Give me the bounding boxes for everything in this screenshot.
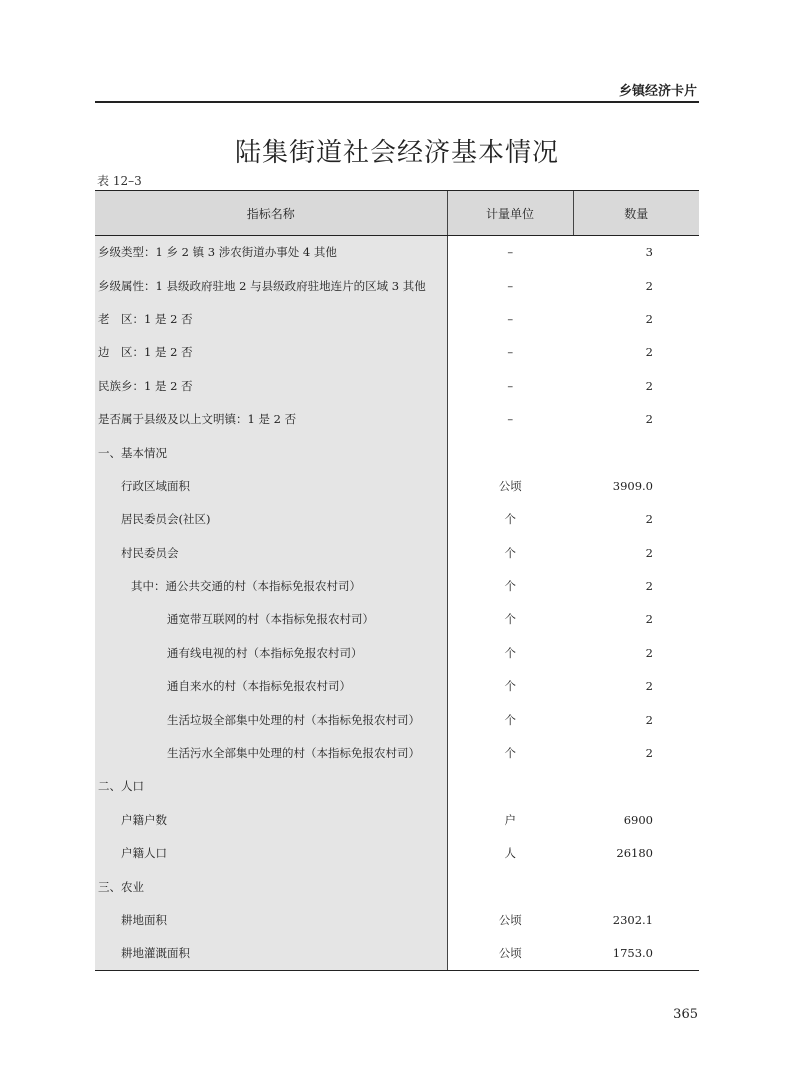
row-name: 行政区域面积 (95, 469, 447, 502)
row-name: 耕地灌溉面积 (95, 937, 447, 970)
table-row (95, 937, 699, 970)
row-name: 是否属于县级及以上文明镇：1 是 2 否 (95, 402, 447, 435)
row-unit (447, 870, 573, 903)
table-row (95, 870, 699, 903)
data-table-container (95, 190, 699, 971)
row-value: 2 (645, 378, 653, 393)
row-unit: 个 (504, 645, 516, 660)
row-value: 2 (645, 345, 653, 360)
table-row (95, 369, 699, 402)
row-unit: – (507, 412, 514, 427)
row-value: 6900 (623, 812, 653, 827)
row-unit: 个 (504, 679, 516, 694)
table-row (95, 803, 699, 836)
table-row (95, 603, 699, 636)
row-unit: 个 (504, 579, 516, 594)
row-value: 2 (645, 645, 653, 660)
data-table (95, 190, 699, 971)
row-value (573, 770, 699, 803)
page-number: 365 (673, 1007, 698, 1022)
row-name: 通自来水的村（本指标免报农村司） (95, 670, 447, 703)
row-name: 二、人口 (95, 770, 447, 803)
row-value (573, 870, 699, 903)
row-name: 民族乡：1 是 2 否 (95, 369, 447, 402)
row-unit: – (507, 378, 514, 393)
row-unit: 人 (504, 846, 516, 861)
row-unit: 个 (504, 746, 516, 761)
row-name: 乡级属性：1 县级政府驻地 2 与县级政府驻地连片的区域 3 其他 (95, 269, 447, 302)
row-value: 2 (645, 612, 653, 627)
column-header-unit: 计量单位 (447, 191, 573, 236)
row-name: 通宽带互联网的村（本指标免报农村司） (95, 603, 447, 636)
table-row (95, 837, 699, 870)
table-row (95, 703, 699, 736)
table-row (95, 670, 699, 703)
row-value: 26180 (616, 846, 653, 861)
row-value: 2 (645, 311, 653, 326)
table-row (95, 770, 699, 803)
row-unit: 个 (504, 512, 516, 527)
row-unit: 个 (504, 545, 516, 560)
row-unit: – (507, 245, 514, 260)
row-unit: 公顷 (498, 478, 522, 493)
page-title: 陆集街道社会经济基本情况 (234, 138, 559, 168)
running-head: 乡镇经济卡片 (618, 84, 697, 99)
table-row (95, 469, 699, 502)
header-rule (95, 101, 699, 103)
table-header-row (95, 191, 699, 236)
table-number: 表 12–3 (97, 174, 142, 188)
row-value: 2 (645, 278, 653, 293)
row-unit: 个 (504, 612, 516, 627)
row-value: 1753.0 (573, 937, 699, 970)
row-name: 居民委员会(社区) (95, 503, 447, 536)
row-name: 户籍户数 (95, 803, 447, 836)
row-value: 2 (645, 679, 653, 694)
row-value: 2 (645, 746, 653, 761)
row-unit: 公顷 (498, 913, 522, 927)
row-value: 2 (645, 712, 653, 727)
row-name: 一、基本情况 (95, 436, 447, 469)
row-name: 乡级类型：1 乡 2 镇 3 涉农街道办事处 4 其他 (95, 236, 447, 269)
column-header-quantity: 数量 (573, 191, 699, 236)
table-row (95, 636, 699, 669)
table-row (95, 402, 699, 435)
table-row (95, 269, 699, 302)
row-value: 3 (645, 245, 653, 260)
row-value: 3909.0 (612, 478, 653, 493)
row-unit: – (507, 345, 514, 360)
row-name: 户籍人口 (95, 837, 447, 870)
row-name: 生活垃圾全部集中处理的村（本指标免报农村司） (95, 703, 447, 736)
row-value: 2 (645, 545, 653, 560)
table-row (95, 302, 699, 335)
row-value: 2 (645, 512, 653, 527)
row-name: 村民委员会 (95, 536, 447, 569)
row-unit: 户 (504, 812, 516, 827)
table-row (95, 736, 699, 769)
table-row (95, 336, 699, 369)
row-value: 2 (645, 579, 653, 594)
row-unit: – (507, 278, 514, 293)
table-row (95, 236, 699, 269)
row-unit (447, 436, 573, 469)
row-name: 老 区：1 是 2 否 (95, 302, 447, 335)
row-value: 2 (645, 412, 653, 427)
table-row (95, 903, 699, 936)
table-row (95, 503, 699, 536)
row-name: 生活污水全部集中处理的村（本指标免报农村司） (95, 736, 447, 769)
row-name: 三、农业 (95, 870, 447, 903)
row-name: 耕地面积 (95, 903, 447, 936)
row-unit: – (507, 311, 514, 326)
row-name: 边 区：1 是 2 否 (95, 336, 447, 369)
row-value (573, 436, 699, 469)
row-name: 通有线电视的村（本指标免报农村司） (95, 636, 447, 669)
row-value: 2302.1 (612, 913, 653, 927)
column-header-indicator: 指标名称 (95, 191, 447, 236)
row-unit (447, 770, 573, 803)
row-name: 其中：通公共交通的村（本指标免报农村司） (95, 569, 447, 602)
table-row (95, 436, 699, 469)
table-row (95, 569, 699, 602)
table-row (95, 536, 699, 569)
row-unit: 公顷 (447, 937, 573, 970)
row-unit: 个 (504, 712, 516, 727)
